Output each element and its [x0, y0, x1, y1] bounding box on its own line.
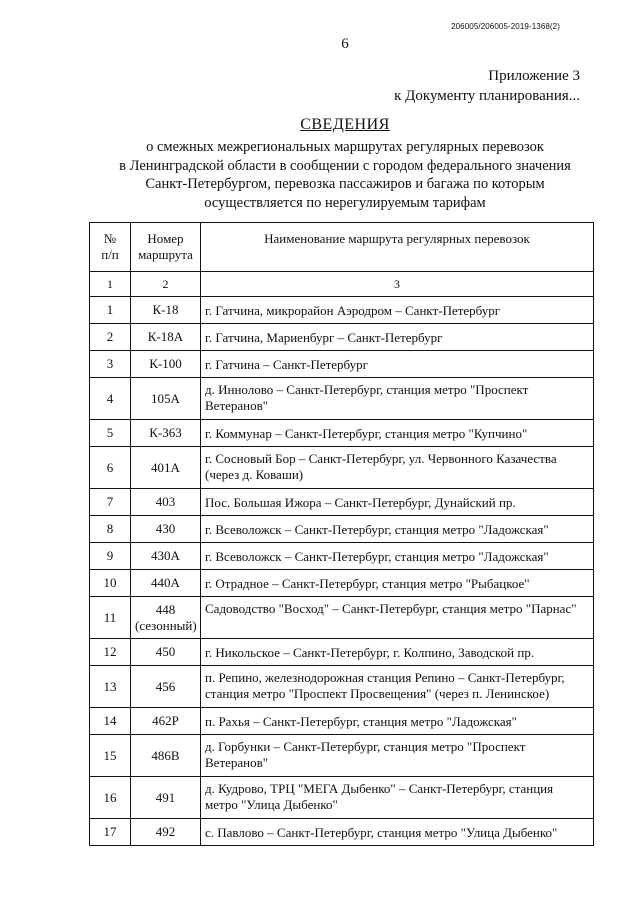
route-number — [131, 819, 201, 846]
row-number: 8 — [90, 516, 131, 543]
table-row — [90, 777, 594, 819]
row-number: 4 — [90, 378, 131, 420]
header-number-line-2: п/п — [101, 247, 119, 262]
route-name: г. Коммунар – Санкт-Петербург, станция метро "Купчино" — [201, 420, 594, 447]
route-number — [131, 489, 201, 516]
route-number — [131, 351, 201, 378]
table-row — [90, 447, 594, 489]
row-number: 9 — [90, 543, 131, 570]
route-number — [131, 708, 201, 735]
table-row — [90, 639, 594, 666]
table-row — [90, 420, 594, 447]
subtitle-line: Санкт-Петербургом, перевозка пассажиров и багажа по которым — [145, 176, 545, 192]
header-number-line-1: № — [103, 231, 117, 246]
page-number: 6 — [341, 36, 349, 52]
table-row — [90, 735, 594, 777]
appendix-line-1: Приложение 3 — [488, 68, 580, 84]
route-number-text: 450 — [155, 644, 176, 659]
route-number — [131, 297, 201, 324]
row-number: 7 — [90, 489, 131, 516]
table-header-row — [90, 223, 594, 272]
route-number-text: 462Р — [152, 713, 179, 728]
route-number-text: К-100 — [149, 356, 182, 371]
row-number: 15 — [90, 735, 131, 777]
route-number — [131, 597, 201, 639]
route-name: д. Иннолово – Санкт-Петербург, станция метро "Проспект Ветеранов" — [201, 378, 594, 420]
table-row — [90, 819, 594, 846]
route-number-text: 403 — [155, 494, 176, 509]
row-number: 5 — [90, 420, 131, 447]
route-name: г. Сосновый Бор – Санкт-Петербург, ул. Червонного Казачества (через д. Коваши) — [201, 447, 594, 489]
route-name: г. Гатчина, микрорайон Аэродром – Санкт-Петербург — [201, 297, 594, 324]
route-number — [131, 777, 201, 819]
route-name: с. Павлово – Санкт-Петербург, станция метро "Улица Дыбенко" — [201, 819, 594, 846]
route-name: г. Никольское – Санкт-Петербург, г. Колпино, Заводской пр. — [201, 639, 594, 666]
table-row — [90, 489, 594, 516]
table-row — [90, 597, 594, 639]
table-row — [90, 297, 594, 324]
row-number: 6 — [90, 447, 131, 489]
route-name: г. Отрадное – Санкт-Петербург, станция метро "Рыбацкое" — [201, 570, 594, 597]
route-name: п. Рахья – Санкт-Петербург, станция метро "Ладожская" — [201, 708, 594, 735]
route-name: Садоводство "Восход" – Санкт-Петербург, станция метро "Парнас" — [201, 597, 594, 639]
row-number: 3 — [90, 351, 131, 378]
route-number-text: 448 — [155, 601, 176, 617]
route-number — [131, 570, 201, 597]
route-number-text: 486В — [151, 747, 180, 763]
row-number: 17 — [90, 819, 131, 846]
route-name: д. Горбунки – Санкт-Петербург, станция метро "Проспект Ветеранов" — [201, 735, 594, 777]
route-number-text: 491 — [155, 789, 176, 805]
route-number-text: 492 — [155, 824, 176, 839]
route-name: г. Гатчина, Мариенбург – Санкт-Петербург — [201, 324, 594, 351]
route-note: (сезонный) — [135, 617, 197, 633]
column-numbers-row — [90, 272, 594, 297]
header-route-line-2: маршрута — [138, 247, 193, 262]
subtitle-line: осуществляется по нерегулируемым тарифам — [204, 194, 486, 211]
table-row — [90, 666, 594, 708]
table-row — [90, 570, 594, 597]
row-number: 16 — [90, 777, 131, 819]
route-number — [131, 735, 201, 777]
row-number: 10 — [90, 570, 131, 597]
column-number: 1 — [90, 272, 131, 297]
route-number-text: 430А — [151, 548, 180, 563]
route-number-text: К-363 — [149, 425, 182, 440]
header-route-number — [131, 223, 201, 272]
table-row — [90, 543, 594, 570]
row-number: 14 — [90, 708, 131, 735]
table-row — [90, 378, 594, 420]
route-name: г. Гатчина – Санкт-Петербург — [201, 351, 594, 378]
route-number — [131, 324, 201, 351]
route-number-text: К-18А — [147, 329, 184, 344]
document-title: СВЕДЕНИЯ — [300, 116, 390, 133]
table-row — [90, 351, 594, 378]
route-name: д. Кудрово, ТРЦ "МЕГА Дыбенко" – Санкт-Петербург, станция метро "Улица Дыбенко" — [201, 777, 594, 819]
route-number — [131, 543, 201, 570]
route-number — [131, 378, 201, 420]
column-number: 2 — [131, 272, 201, 297]
route-number-text: 440А — [151, 575, 180, 590]
row-number: 2 — [90, 324, 131, 351]
document-id: 206005/206005-2019-1368(2) — [451, 22, 560, 31]
header-route-name: Наименование маршрута регулярных перевозок — [201, 223, 594, 272]
row-number: 12 — [90, 639, 131, 666]
header-number — [90, 223, 131, 272]
route-number — [131, 639, 201, 666]
route-name: г. Всеволожск – Санкт-Петербург, станция метро "Ладожская" — [201, 516, 594, 543]
subtitle-line: о смежных межрегиональных маршрутах регулярных перевозок — [146, 139, 544, 155]
appendix-reference — [394, 66, 580, 106]
table-row — [90, 708, 594, 735]
row-number: 1 — [90, 297, 131, 324]
row-number: 13 — [90, 666, 131, 708]
subtitle-line: в Ленинградской области в сообщении с городом федерального значения — [119, 157, 571, 174]
route-number-text: К-18 — [152, 302, 179, 317]
table-row — [90, 324, 594, 351]
column-number: 3 — [201, 272, 594, 297]
route-name: г. Всеволожск – Санкт-Петербург, станция метро "Ладожская" — [201, 543, 594, 570]
row-number: 11 — [90, 597, 131, 639]
route-number — [131, 516, 201, 543]
route-number — [131, 447, 201, 489]
route-number — [131, 666, 201, 708]
route-number-text: 430 — [155, 521, 176, 536]
document-subtitle — [0, 138, 640, 212]
route-name: п. Репино, железнодорожная станция Репино – Санкт-Петербург, станция метро "Проспект Просвещения" (через п. Ленинское) — [201, 666, 594, 708]
appendix-line-2: к Документу планирования... — [394, 88, 580, 104]
routes-table — [89, 222, 594, 846]
route-number-text: 105А — [151, 390, 180, 406]
route-number — [131, 420, 201, 447]
route-name: Пос. Большая Ижора – Санкт-Петербург, Дунайский пр. — [201, 489, 594, 516]
table-row — [90, 516, 594, 543]
route-number-text: 456 — [155, 678, 176, 694]
header-route-line-1: Номер — [147, 231, 184, 246]
route-number-text: 401А — [151, 459, 180, 475]
